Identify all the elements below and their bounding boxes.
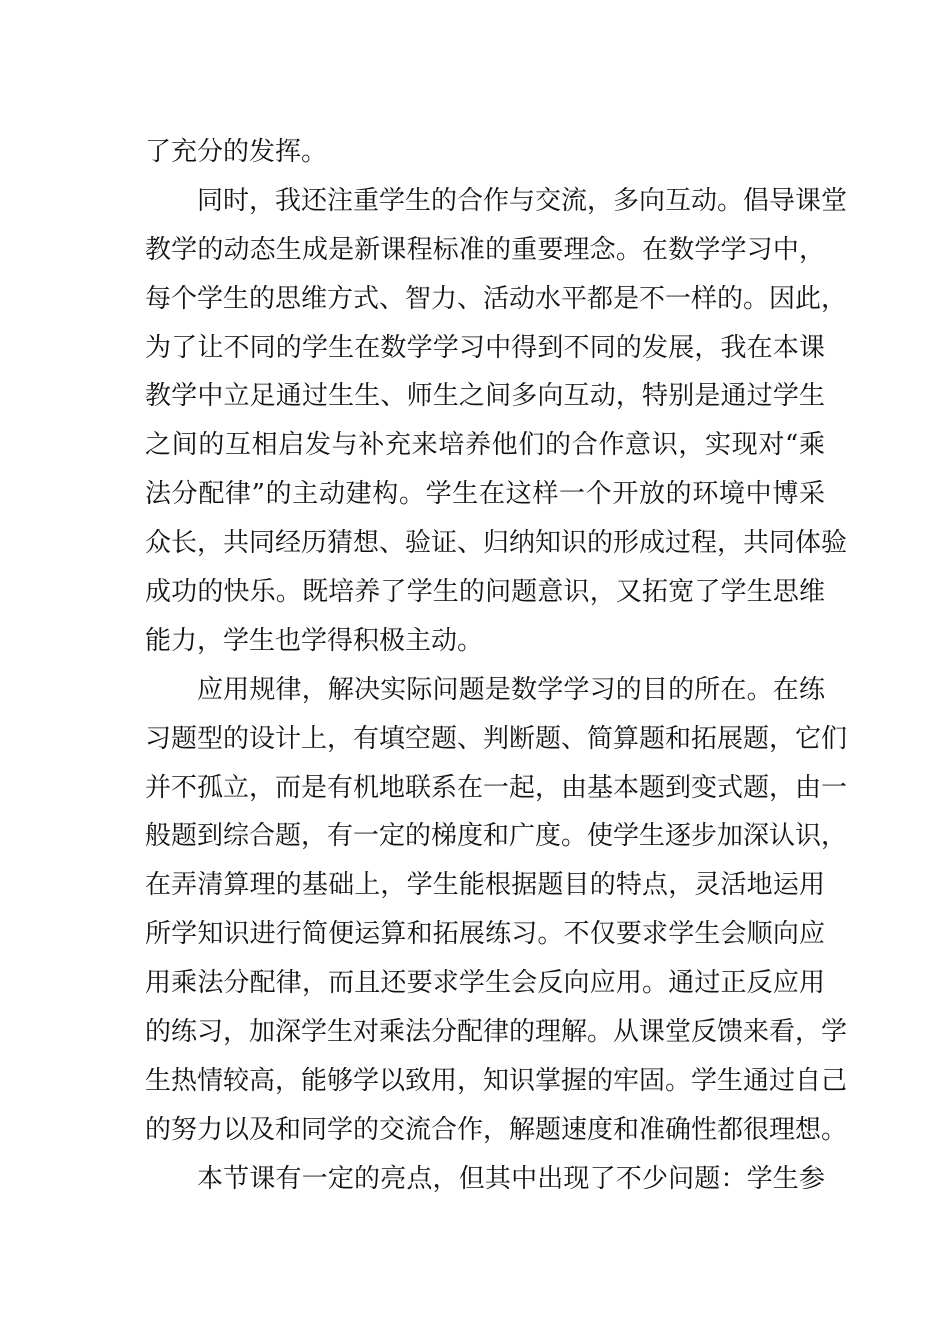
- text-line: 所学知识进行简便运算和拓展练习。不仅要求学生会顺向应: [145, 919, 825, 950]
- text-line: 能力，学生也学得积极主动。: [145, 625, 484, 656]
- text-line: 并不孤立，而是有机地联系在一起，由基本题到变式题，由一: [145, 772, 848, 803]
- text-line: 众长，共同经历猜想、验证、归纳知识的形成过程，共同体验: [145, 528, 848, 559]
- text-line: 般题到综合题，有一定的梯度和广度。使学生逐步加深认识，: [145, 821, 848, 852]
- text-line: 每个学生的思维方式、智力、活动水平都是不一样的。因此，: [145, 283, 848, 314]
- paragraph-start-line: 应用规律，解决实际问题是数学学习的目的所在。在练: [197, 674, 825, 705]
- text-line: 成功的快乐。既培养了学生的问题意识，又拓宽了学生思维: [145, 577, 825, 608]
- text-line: 生热情较高，能够学以致用，知识掌握的牢固。学生通过自己: [145, 1065, 848, 1096]
- text-line: 教学中立足通过生生、师生之间多向互动，特别是通过学生: [145, 381, 825, 412]
- text-line: 习题型的设计上，有填空题、判断题、简算题和拓展题，它们: [145, 723, 848, 754]
- text-line: 在弄清算理的基础上，学生能根据题目的特点，灵活地运用: [145, 870, 825, 901]
- document-body: [145, 128, 848, 1204]
- text-line: 之间的互相启发与补充来培养他们的合作意识，实现对“乘: [145, 430, 825, 461]
- text-line: 了充分的发挥。: [145, 137, 328, 167]
- paragraph-start-line: 同时，我还注重学生的合作与交流，多向互动。倡导课堂: [197, 185, 848, 216]
- text-line: 用乘法分配律，而且还要求学生会反向应用。通过正反应用: [145, 968, 825, 999]
- paragraph-start-line: 本节课有一定的亮点，但其中出现了不少问题：学生参: [197, 1163, 825, 1194]
- text-line: 教学的动态生成是新课程标准的重要理念。在数学学习中，: [145, 234, 825, 265]
- text-line: 法分配律”的主动建构。学生在这样一个开放的环境中博采: [145, 479, 825, 510]
- text-line: 为了让不同的学生在数学学习中得到不同的发展，我在本课: [145, 332, 825, 363]
- text-line: 的努力以及和同学的交流合作，解题速度和准确性都很理想。: [145, 1114, 848, 1145]
- text-line: 的练习，加深学生对乘法分配律的理解。从课堂反馈来看，学: [145, 1017, 848, 1048]
